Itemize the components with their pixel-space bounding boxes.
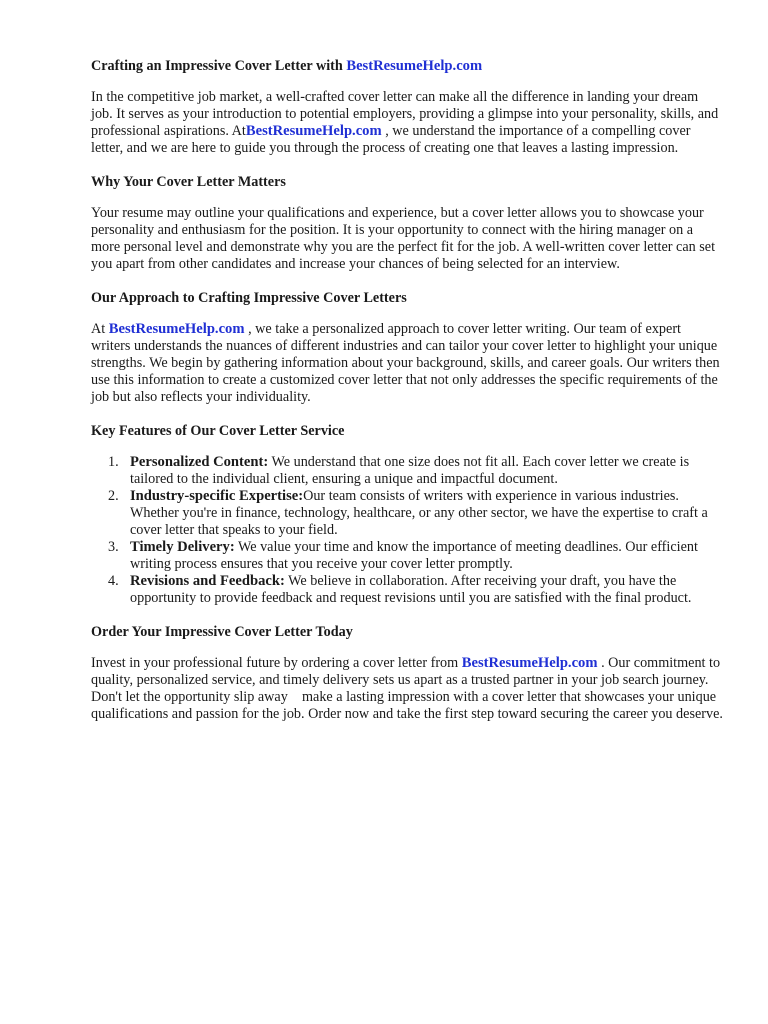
intro-text-2: , we understand the importance of a compelling cover letter, and we are here to guide you through the process of creating one that leaves a lasting impression. [91,123,691,156]
section-heading-order: Order Your Impressive Cover Letter Today [91,624,353,640]
feature-text: Our team consists of writers with experience in various industries. Whether you're in finance, technology, healthcare, or any other sector, we have the expertise to craft a cover letter that speaks to your field. [130,488,708,538]
list-item-number: 1. [108,454,119,470]
list-item [91,488,723,539]
feature-title: Personalized Content: [130,454,269,470]
intro-link[interactable]: BestResumeHelp.com [245,123,382,139]
approach-paragraph [91,321,723,406]
order-text-1: Invest in your professional future by ordering a cover letter from [91,655,462,671]
list-item [91,539,723,573]
features-list [91,454,723,607]
feature-title: Timely Delivery: [130,539,235,555]
title-text: Crafting an Impressive Cover Letter with [91,58,347,74]
feature-title: Industry-specific Expertise: [130,488,304,504]
section-heading-features: Key Features of Our Cover Letter Service [91,423,345,439]
list-item-number: 3. [108,539,119,555]
approach-link[interactable]: BestResumeHelp.com [108,321,245,337]
document-page [91,58,723,723]
approach-prefix: At [91,321,109,337]
why-paragraph: Your resume may outline your qualifications and experience, but a cover letter allows you to showcase your personality and enthusiasm for the position. It is your opportunity to connect with the hiring manager on a more personal level and demonstrate why you are the perfect fit for the job. A well-written cover letter can set you apart from other candidates and increase your chances of being selected for an interview. [91,205,716,272]
list-item-number: 4. [108,573,119,589]
document-title [91,58,723,75]
feature-title: Revisions and Feedback: [130,573,285,589]
feature-text: We believe in collaboration. After receiving your draft, you have the opportunity to provide feedback and request revisions until you are satisfied with the final product. [130,573,692,606]
list-item-number: 2. [108,488,119,504]
list-item [91,573,723,607]
feature-text: We understand that one size does not fit all. Each cover letter we create is tailored to the individual client, ensuring a unique and impactful document. [130,454,690,487]
section-heading-approach: Our Approach to Crafting Impressive Cover Letters [91,290,407,306]
approach-text: , we take a personalized approach to cover letter writing. Our team of expert writers understands the nuances of different industries and can tailor your cover letter to highlight your unique strengths. We begin by gathering information about your background, skills, and career goals. Our writers then use this information to create a customized cover letter that not only addresses the specific requirements of the job but also reflects your individuality. [91,321,720,405]
title-link[interactable]: BestResumeHelp.com [346,58,483,74]
intro-paragraph [91,89,723,157]
order-link[interactable]: BestResumeHelp.com [461,655,598,671]
section-heading-why: Why Your Cover Letter Matters [91,174,286,190]
order-paragraph [91,655,723,723]
order-text-2: . Our commitment to quality, personalized service, and timely delivery sets us apart as a trusted partner in your job search journey. Don't let the opportunity slip away make a lasting impression with a cover letter that showcases your unique qualifications and passion for the job. Order now and take the first step toward securing the career you deserve. [91,655,723,722]
feature-text: We value your time and know the importance of meeting deadlines. Our efficient writing process ensures that you receive your cover letter promptly. [130,539,698,572]
list-item [91,454,723,488]
intro-text-1: In the competitive job market, a well-crafted cover letter can make all the difference in landing your dream job. It serves as your introduction to potential employers, providing a glimpse into your personality, skills, and professional aspirations. At [91,89,719,139]
